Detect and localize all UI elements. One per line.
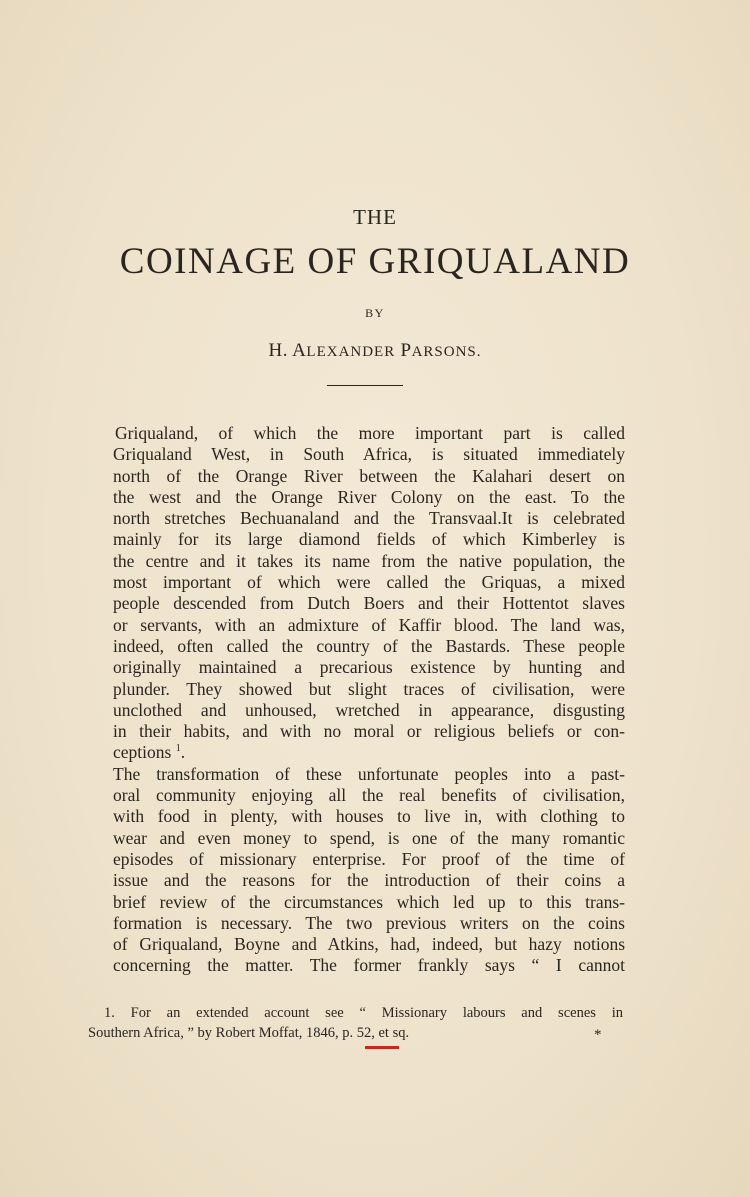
author-last-smallcaps: ARSONS. (411, 344, 482, 360)
text-line: the west and the Orange River Colony on the east. To the (113, 486, 625, 507)
text-line: oral community enjoying all the real benefits of civilisation, (113, 785, 625, 806)
text-line: plunder. They showed but slight traces of civilisation, were (113, 678, 625, 699)
footnote-ref: 1 (175, 743, 181, 755)
author-last-initial: P (400, 340, 412, 361)
signature-mark: * (594, 1027, 602, 1043)
text-line: the centre and it takes its name from the native population, the (113, 550, 625, 571)
pre-title: THE (353, 205, 397, 229)
text-line: indeed, often called the country of the Bastards. These people (113, 635, 625, 656)
text-line: The transformation of these unfortunate peoples into a past- (113, 763, 625, 784)
text-line: originally maintained a precarious existence by hunting and (113, 657, 625, 678)
author-name (0, 340, 750, 362)
text-line: mainly for its large diamond fields of which Kimberley is (113, 529, 625, 550)
page-title: COINAGE OF GRIQUALAND (119, 241, 631, 282)
title-divider (327, 385, 403, 386)
text-line: concerning the matter. The former frankly says “ I cannot (113, 955, 625, 976)
text-line: Griqualand West, in South Africa, is situated immediately (113, 444, 625, 465)
text-line: north of the Orange River between the Kalahari desert on (113, 465, 625, 486)
footnote-line: 1. For an extended account see “ Missionary labours and scenes in (104, 1005, 623, 1021)
text-line (113, 742, 625, 763)
text-line: issue and the reasons for the introduction of their coins a (113, 870, 625, 891)
text-line: or servants, with an admixture of Kaffir blood. The land was, (113, 614, 625, 635)
body-text (113, 423, 625, 977)
text-line: formation is necessary. The two previous writers on the coins (113, 912, 625, 933)
text-line: unclothed and unhoused, wretched in appearance, disgusting (113, 699, 625, 720)
footnote-ref-suffix: . (180, 742, 186, 763)
text-fragment: ceptions (113, 742, 172, 763)
author-first-smallcaps: LEXANDER (306, 344, 396, 360)
text-line: Griqualand, of which the more important part is called (115, 423, 625, 443)
text-line: of Griqualand, Boyne and Atkins, had, indeed, but hazy notions (113, 934, 625, 955)
author-initial: H. A (268, 340, 307, 361)
red-ink-mark (365, 1046, 399, 1049)
byline-label: BY (365, 306, 385, 320)
text-line: in their habits, and with no moral or religious beliefs or con- (113, 721, 625, 742)
text-line: people descended from Dutch Boers and their Hottentot slaves (113, 593, 625, 614)
footnote-line: Southern Africa, ” by Robert Moffat, 1846, p. 52, et sq. (88, 1025, 410, 1041)
text-line: wear and even money to spend, is one of the many romantic (113, 827, 625, 848)
text-line: episodes of missionary enterprise. For proof of the time of (113, 848, 625, 869)
text-line: north stretches Bechuanaland and the Transvaal.It is celebrated (113, 508, 625, 529)
footnote (88, 1003, 623, 1043)
text-line: with food in plenty, with houses to live in, with clothing to (113, 806, 625, 827)
text-line: brief review of the circumstances which led up to this trans- (113, 891, 625, 912)
text-line: most important of which were called the Griquas, a mixed (113, 572, 625, 593)
